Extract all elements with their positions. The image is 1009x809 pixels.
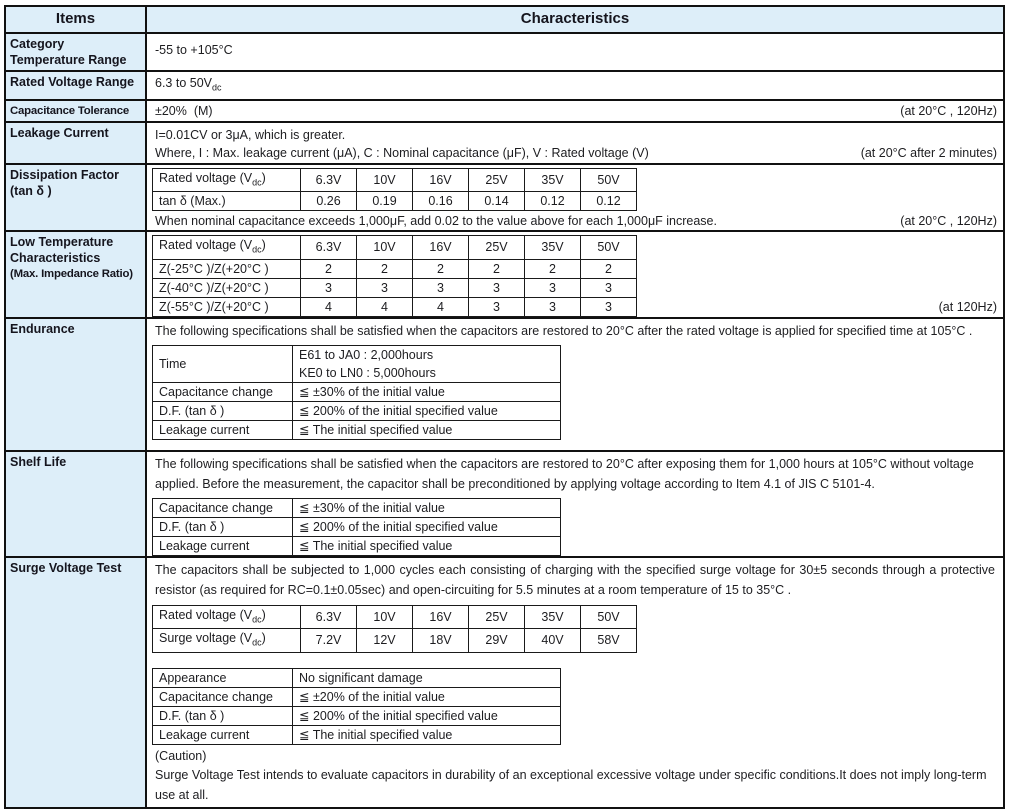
surge-voltage-value: 12V [357,629,413,653]
voltage-cell: 10V [357,605,413,629]
tan-delta-value: 0.26 [301,192,357,211]
tan-delta-value: 0.12 [581,192,637,211]
spec-row-label: D.F. (tan δ ) [153,401,293,420]
category-temp-label: Category Temperature Range [5,33,146,71]
low-temperature-condition: (at 120Hz) [938,299,997,314]
rated-voltage-range-value-main: 6.3 to 50V [155,76,212,90]
dissipation-factor-label [5,164,146,232]
impedance-ratio-row [153,259,637,278]
voltage-cell: 50V [581,168,637,192]
impedance-ratio-value: 3 [469,278,525,297]
surge-voltage-row [153,629,637,653]
dissipation-factor-note: When nominal capacitance exceeds 1,000μF, add 0.02 to the value above for each 1,000μF increase. [155,214,717,228]
spec-row-value: ≦ ±20% of the initial value [293,687,561,706]
voltage-cell: 16V [413,236,469,260]
voltage-cell: 35V [525,605,581,629]
rated-voltage-range-label: Rated Voltage Range [5,71,146,100]
category-temp-cell [146,33,1004,71]
capacitance-tolerance-cell [146,100,1004,122]
spec-row-label: Capacitance change [153,382,293,401]
voltage-cell: 16V [413,168,469,192]
row-low-temperature-characteristics [5,231,1004,318]
items-column-header: Items [5,6,146,33]
surge-voltage-value: 7.2V [301,629,357,653]
endurance-spec-row [153,420,561,439]
endurance-time-value: E61 to JA0 : 2,000hours KE0 to LN0 : 5,000hours [293,345,561,382]
lowtemp-voltage-header: Rated voltage $(V_{dc})$ [153,236,301,260]
surge-spec-row [153,706,561,725]
row-leakage-current [5,122,1004,164]
row-surge-voltage-test [5,557,1004,808]
surge-voltage-value: 18V [413,629,469,653]
rated-voltage-range-value [147,72,1003,99]
dissipation-voltage-header-row [153,168,637,192]
impedance-ratio-value: 2 [469,259,525,278]
lowtemp-voltage-header-row [153,236,637,260]
endurance-table [152,345,561,440]
endurance-cell [146,318,1004,451]
surge-rated-voltage-header: Rated voltage $(V_{dc})$ [153,605,301,629]
impedance-ratio-label: Z(-25°C )/Z(+20°C ) [153,259,301,278]
surge-voltage-test-cell [146,557,1004,808]
spec-row-label: Capacitance change [153,498,293,517]
dissipation-factor-label-line1: Dissipation Factor [10,167,120,182]
shelf-life-spec-row [153,498,561,517]
rated-voltage-range-value-sub: dc [212,82,222,93]
voltage-cell: 10V [357,236,413,260]
row-rated-voltage-range [5,71,1004,100]
leakage-current-definition: Where, I : Max. leakage current (μA), C : Nominal capacitance (μF), V : Rated voltage (V) [155,145,649,160]
capacitance-tolerance-value: ±20% (M) [155,103,213,118]
low-temperature-cell [146,231,1004,318]
leakage-current-formula: I=0.01CV or 3μA, which is greater. [155,127,346,142]
impedance-ratio-value: 4 [301,297,357,316]
shelf-life-label: Shelf Life [5,451,146,557]
tan-delta-value: 0.14 [469,192,525,211]
shelf-life-table [152,498,561,556]
characteristics-table [4,5,1005,809]
voltage-cell: 50V [581,236,637,260]
impedance-ratio-value: 3 [581,297,637,316]
impedance-ratio-row [153,278,637,297]
dissipation-voltage-header: Rated voltage $(V_{dc})$ [153,168,301,192]
spec-row-label: Leakage current [153,536,293,555]
voltage-cell: 6.3V [301,168,357,192]
voltage-cell: 25V [469,605,525,629]
impedance-ratio-value: 2 [301,259,357,278]
row-dissipation-factor [5,164,1004,232]
impedance-ratio-value: 3 [581,278,637,297]
spec-row-value: ≦ The initial specified value [293,536,561,555]
voltage-cell: 16V [413,605,469,629]
low-temperature-label-line3: (Max. Impedance Ratio) [10,268,133,280]
spec-row-label: Leakage current [153,420,293,439]
surge-rated-voltage-row [153,605,637,629]
row-endurance [5,318,1004,451]
capacitance-tolerance-label: Capacitance Tolerance [5,100,146,122]
spec-row-value: ≦ ±30% of the initial value [293,382,561,401]
surge-voltage-value: 29V [469,629,525,653]
endurance-spec-row [153,382,561,401]
row-shelf-life [5,451,1004,557]
spec-row-label: Appearance [153,668,293,687]
caution-title: (Caution) [155,748,207,763]
surge-spec-row [153,668,561,687]
endurance-spec-row [153,401,561,420]
tan-delta-value: 0.19 [357,192,413,211]
impedance-ratio-label: Z(-55°C )/Z(+20°C ) [153,297,301,316]
shelf-life-spec-row [153,517,561,536]
surge-voltage-header: Surge voltage $(V_{dc})$ [153,629,301,653]
surge-spec-table [152,668,561,745]
surge-voltage-table [152,605,637,653]
spec-row-value: ≦ The initial specified value [293,725,561,744]
voltage-cell: 10V [357,168,413,192]
surge-spec-row [153,687,561,706]
dissipation-tan-row [153,192,637,211]
dissipation-factor-cell [146,164,1004,232]
endurance-label: Endurance [5,318,146,451]
shelf-life-intro: The following specifications shall be satisfied when the capacitors are restored to 20°C after exposing them for 1,000 hours at 105°C without voltage applied. Before the measurement, the capacitor shall be preconditioned by applying voltage according to Item 4.1 of JIS C 5101-4. [155,456,974,491]
row-category-temperature-range [5,33,1004,71]
impedance-ratio-value: 2 [413,259,469,278]
impedance-ratio-value: 3 [301,278,357,297]
spec-row-label: Capacitance change [153,687,293,706]
row-capacitance-tolerance [5,100,1004,122]
spec-row-label: Leakage current [153,725,293,744]
rated-voltage-range-cell [146,71,1004,100]
surge-voltage-test-label: Surge Voltage Test [5,557,146,808]
surge-intro: The capacitors shall be subjected to 1,000 cycles each consisting of charging with the specified surge voltage for 30±5 seconds through a protective resistor (as required for RC=0.1±0.05sec) and open-circuiting for 5.5 minutes at a room temperature of 15 to 35°C . [155,562,995,597]
impedance-ratio-value: 3 [525,278,581,297]
endurance-time-row [153,345,561,382]
capacitor-spec-sheet [4,5,1005,809]
impedance-ratio-value: 2 [581,259,637,278]
voltage-cell: 35V [525,168,581,192]
spec-row-value: ≦ ±30% of the initial value [293,498,561,517]
dissipation-factor-condition: (at 20°C , 120Hz) [900,214,997,228]
shelf-life-cell [146,451,1004,557]
low-temperature-label-line1: Low Temperature [10,235,114,249]
leakage-current-label: Leakage Current [5,122,146,164]
spec-row-value: ≦ 200% of the initial specified value [293,401,561,420]
spec-row-value: ≦ 200% of the initial specified value [293,517,561,536]
voltage-cell: 25V [469,168,525,192]
endurance-time-label: Time [153,345,293,382]
spec-row-value: ≦ The initial specified value [293,420,561,439]
endurance-intro: The following specifications shall be satisfied when the capacitors are restored to 20°C after the rated voltage is applied for specified time at 105°C . [155,323,973,338]
spec-row-label: D.F. (tan δ ) [153,706,293,725]
leakage-current-cell [146,122,1004,164]
voltage-cell: 50V [581,605,637,629]
category-temp-value: -55 to +105°C [155,43,233,57]
low-temperature-table [152,235,637,317]
surge-voltage-value: 58V [581,629,637,653]
impedance-ratio-value: 3 [357,278,413,297]
voltage-cell: 25V [469,236,525,260]
impedance-ratio-value: 2 [357,259,413,278]
capacitance-tolerance-condition: (at 20°C , 120Hz) [900,103,997,118]
spacer [147,653,1003,666]
impedance-ratio-value: 3 [525,297,581,316]
spec-row-label: D.F. (tan δ ) [153,517,293,536]
impedance-ratio-value: 3 [413,278,469,297]
spec-row-value: No significant damage [293,668,561,687]
surge-spec-row [153,725,561,744]
surge-voltage-value: 40V [525,629,581,653]
low-temperature-label [5,231,146,318]
leakage-current-condition: (at 20°C after 2 minutes) [860,145,997,160]
voltage-cell: 35V [525,236,581,260]
impedance-ratio-value: 2 [525,259,581,278]
tan-delta-max-label: tan δ (Max.) [153,192,301,211]
characteristics-column-header: Characteristics [146,6,1004,33]
impedance-ratio-value: 4 [357,297,413,316]
dissipation-factor-label-line2: (tan δ ) [10,183,52,198]
spec-row-value: ≦ 200% of the initial specified value [293,706,561,725]
shelf-life-spec-row [153,536,561,555]
tan-delta-value: 0.16 [413,192,469,211]
tan-delta-value: 0.12 [525,192,581,211]
table-header-row [5,6,1004,33]
caution-text: Surge Voltage Test intends to evaluate capacitors in durability of an exceptional excessive voltage under specific conditions.It does not imply long-term use at all. [155,767,987,802]
impedance-ratio-value: 4 [413,297,469,316]
voltage-cell: 6.3V [301,605,357,629]
voltage-cell: 6.3V [301,236,357,260]
impedance-ratio-row [153,297,637,316]
low-temperature-label-line2: Characteristics [10,251,101,265]
impedance-ratio-label: Z(-40°C )/Z(+20°C ) [153,278,301,297]
impedance-ratio-value: 3 [469,297,525,316]
dissipation-factor-table [152,168,637,212]
